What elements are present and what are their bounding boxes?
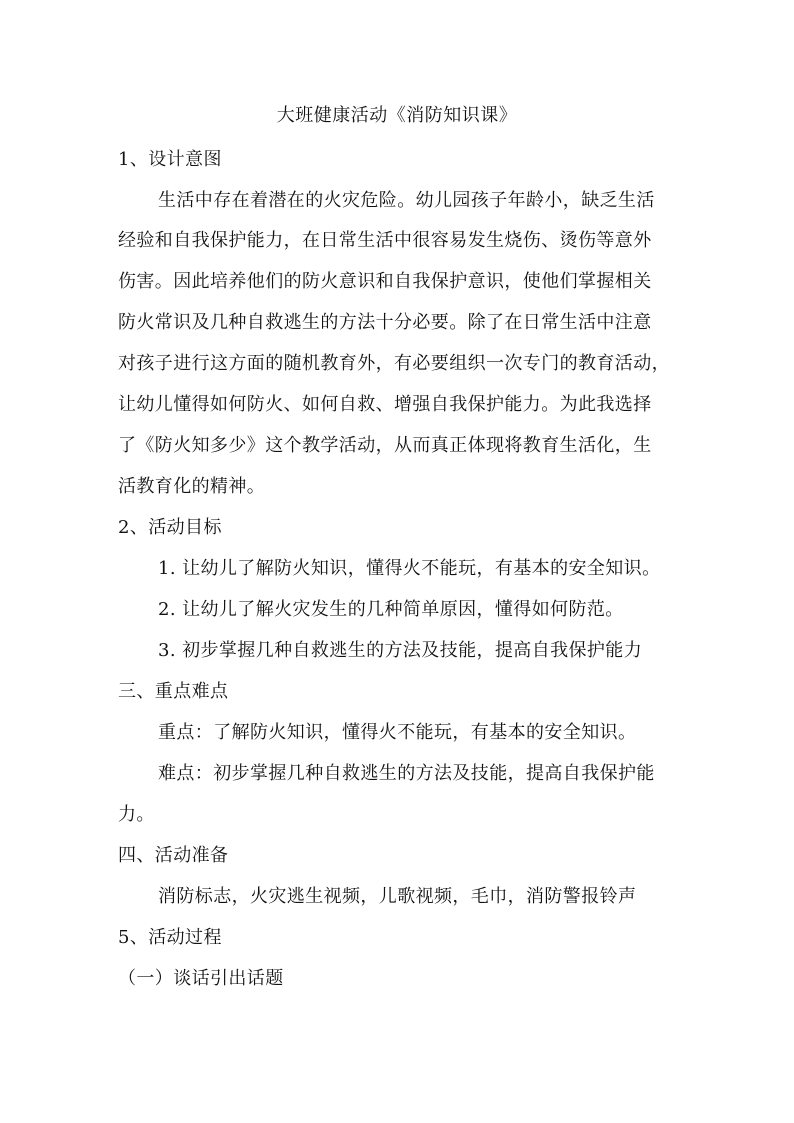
section-heading-activity-goals: 2、活动目标 <box>118 517 222 538</box>
sub-heading-conversation: （一）谈话引出话题 <box>118 968 284 989</box>
key-point-text: 重点：了解防火知识，懂得火不能玩，有基本的安全知识。 <box>158 722 637 743</box>
paragraph-line: 经验和自我保护能力，在日常生活中很容易发生烧伤、烫伤等意外 <box>118 230 652 251</box>
section-heading-design-intent: 1、设计意图 <box>118 149 222 170</box>
paragraph-line: 生活中存在着潜在的火灾危险。幼儿园孩子年龄小，缺乏生活 <box>158 190 655 211</box>
paragraph-line: 让幼儿懂得如何防火、如何自救、增强自我保护能力。为此我选择 <box>118 394 652 415</box>
document-title: 大班健康活动《消防知识课》 <box>276 105 518 126</box>
paragraph-line: 伤害。因此培养他们的防火意识和自我保护意识，使他们掌握相关 <box>118 271 652 292</box>
goal-item: 1. 让幼儿了解防火知识，懂得火不能玩，有基本的安全知识。 <box>158 558 661 579</box>
section-heading-key-points: 三、重点难点 <box>118 681 229 702</box>
preparation-text: 消防标志，火灾逃生视频，儿歌视频，毛巾，消防警报铃声 <box>158 886 637 907</box>
difficult-point-text: 难点：初步掌握几种自救逃生的方法及技能，提高自我保护能 <box>158 763 655 784</box>
paragraph-line: 防火常识及几种自救逃生的方法十分必要。除了在日常生活中注意 <box>118 312 652 333</box>
goal-item: 2. 让幼儿了解火灾发生的几种简单原因，懂得如何防范。 <box>158 599 624 620</box>
paragraph-line: 活教育化的精神。 <box>118 476 266 497</box>
section-heading-activity-process: 5、活动过程 <box>118 927 222 948</box>
paragraph-line: 对孩子进行这方面的随机教育外，有必要组织一次专门的教育活动， <box>118 353 670 374</box>
section-heading-preparation: 四、活动准备 <box>118 845 229 866</box>
paragraph-line: 了《防火知多少》这个教学活动，从而真正体现将教育生活化，生 <box>118 435 652 456</box>
difficult-point-text: 力。 <box>118 804 155 825</box>
goal-item: 3. 初步掌握几种自救逃生的方法及技能，提高自我保护能力 <box>158 640 643 661</box>
